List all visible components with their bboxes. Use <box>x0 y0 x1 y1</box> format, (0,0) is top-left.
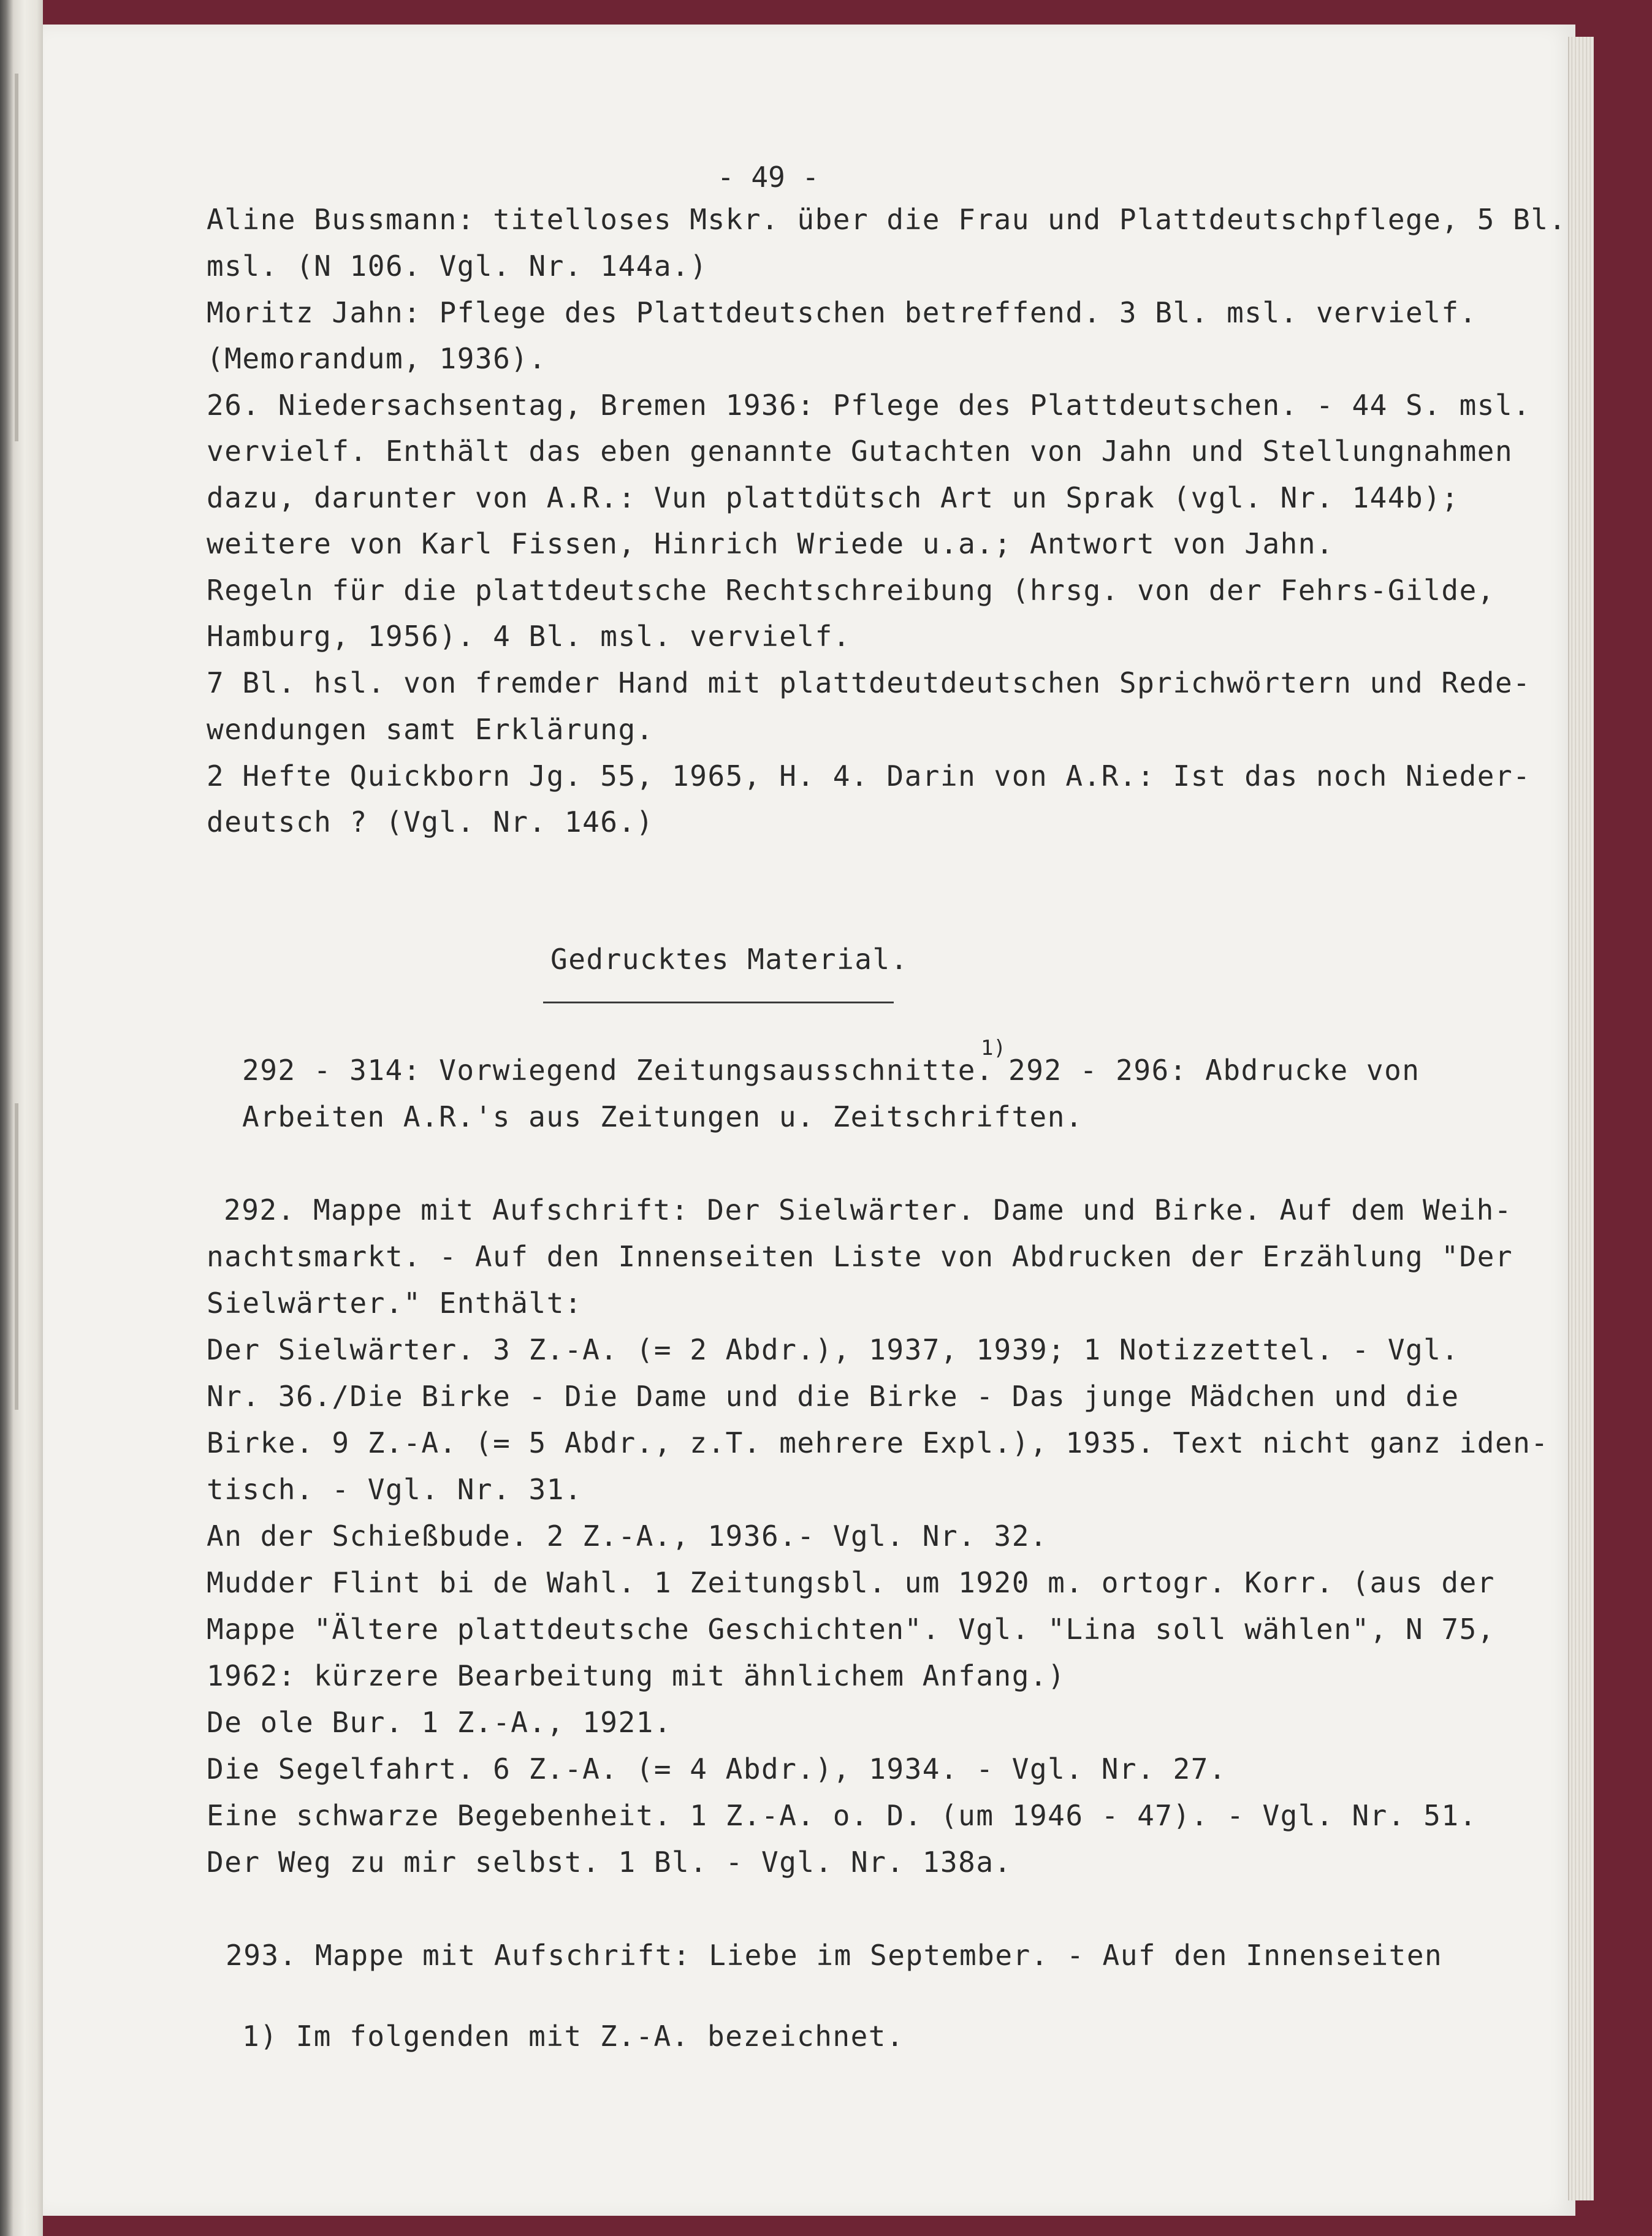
text-line: De ole Bur. 1 Z.-A., 1921. <box>207 1706 672 1739</box>
text-line: weitere von Karl Fissen, Hinrich Wriede u.a.; Antwort von Jahn. <box>207 527 1334 560</box>
text-line: tisch. - Vgl. Nr. 31. <box>207 1473 583 1506</box>
text-line: deutsch ? (Vgl. Nr. 146.) <box>207 805 654 838</box>
text-line: Sielwärter." Enthält: <box>207 1287 583 1320</box>
text-line: Eine schwarze Begebenheit. 1 Z.-A. o. D. (um 1946 - 47). - Vgl. Nr. 51. <box>207 1799 1477 1832</box>
text-line: vervielf. Enthält das eben genannte Gutachten von Jahn und Stellungnahmen <box>207 435 1513 468</box>
text-line: 292. Mappe mit Aufschrift: Der Sielwärter. Dame und Birke. Auf dem Weih- <box>224 1193 1512 1226</box>
page-edge-stripe <box>15 74 18 441</box>
footnote: 1) Im folgenden mit Z.-A. bezeichnet. <box>242 2020 905 2053</box>
heading-underline <box>543 1002 894 1003</box>
text-line: nachtsmarkt. - Auf den Innenseiten Liste von Abdrucken der Erzählung "Der <box>207 1240 1513 1273</box>
page-edge-stripe <box>15 1103 18 1410</box>
text-line: dazu, darunter von A.R.: Vun plattdütsch Art un Sprak (vgl. Nr. 144b); <box>207 481 1460 514</box>
text-line: Moritz Jahn: Pflege des Plattdeutschen betreffend. 3 Bl. msl. vervielf. <box>207 296 1477 329</box>
text-line: msl. (N 106. Vgl. Nr. 144a.) <box>207 249 708 283</box>
text-line: Der Sielwärter. 3 Z.-A. (= 2 Abdr.), 1937, 1939; 1 Notizzettel. - Vgl. <box>207 1333 1460 1366</box>
text-line: Der Weg zu mir selbst. 1 Bl. - Vgl. Nr. 138a. <box>207 1846 1012 1879</box>
page-number: - 49 - <box>717 161 820 194</box>
text-line: Mappe "Ältere plattdeutsche Geschichten". Vgl. "Lina soll wählen", N 75, <box>207 1613 1495 1646</box>
text-line: Hamburg, 1956). 4 Bl. msl. vervielf. <box>207 620 851 653</box>
text-line: 7 Bl. hsl. von fremder Hand mit plattdeutdeutschen Sprichwörtern und Rede- <box>207 666 1531 699</box>
text-line: An der Schießbude. 2 Z.-A., 1936.- Vgl. Nr. 32. <box>207 1519 1048 1553</box>
text-line: 293. Mappe mit Aufschrift: Liebe im September. - Auf den Innenseiten <box>226 1939 1443 1972</box>
text-line: Birke. 9 Z.-A. (= 5 Abdr., z.T. mehrere Expl.), 1935. Text nicht ganz iden- <box>207 1426 1549 1459</box>
text-line: Arbeiten A.R.'s aus Zeitungen u. Zeitschriften. <box>242 1100 1084 1133</box>
text-line: Aline Bussmann: titelloses Mskr. über die Frau und Plattdeutschpflege, 5 Bl. <box>207 203 1567 236</box>
text-line: (Memorandum, 1936). <box>207 342 547 375</box>
text-line: 292 - 314: Vorwiegend Zeitungsausschnitte. <box>242 1054 994 1087</box>
text-line: 1962: kürzere Bearbeitung mit ähnlichem Anfang.) <box>207 1659 1066 1692</box>
text-line: Die Segelfahrt. 6 Z.-A. (= 4 Abdr.), 1934. - Vgl. Nr. 27. <box>207 1752 1227 1785</box>
text-line: Nr. 36./Die Birke - Die Dame und die Birke - Das junge Mädchen und die <box>207 1380 1460 1413</box>
text-line: 26. Niedersachsentag, Bremen 1936: Pflege des Plattdeutschen. - 44 S. msl. <box>207 389 1531 422</box>
page-block-edge <box>1568 37 1594 2200</box>
section-heading: Gedrucktes Material. <box>550 943 908 976</box>
text-line: Regeln für die plattdeutsche Rechtschreibung (hrsg. von der Fehrs-Gilde, <box>207 574 1495 607</box>
text-line: wendungen samt Erklärung. <box>207 713 654 746</box>
footnote-marker: 1) <box>981 1036 1006 1060</box>
text-line: Mudder Flint bi de Wahl. 1 Zeitungsbl. um 1920 m. ortogr. Korr. (aus der <box>207 1566 1495 1599</box>
text-line: 2 Hefte Quickborn Jg. 55, 1965, H. 4. Darin von A.R.: Ist das noch Nieder- <box>207 759 1531 793</box>
binding-edge <box>0 0 43 2236</box>
text-line: 292 - 296: Abdrucke von <box>1008 1054 1420 1087</box>
